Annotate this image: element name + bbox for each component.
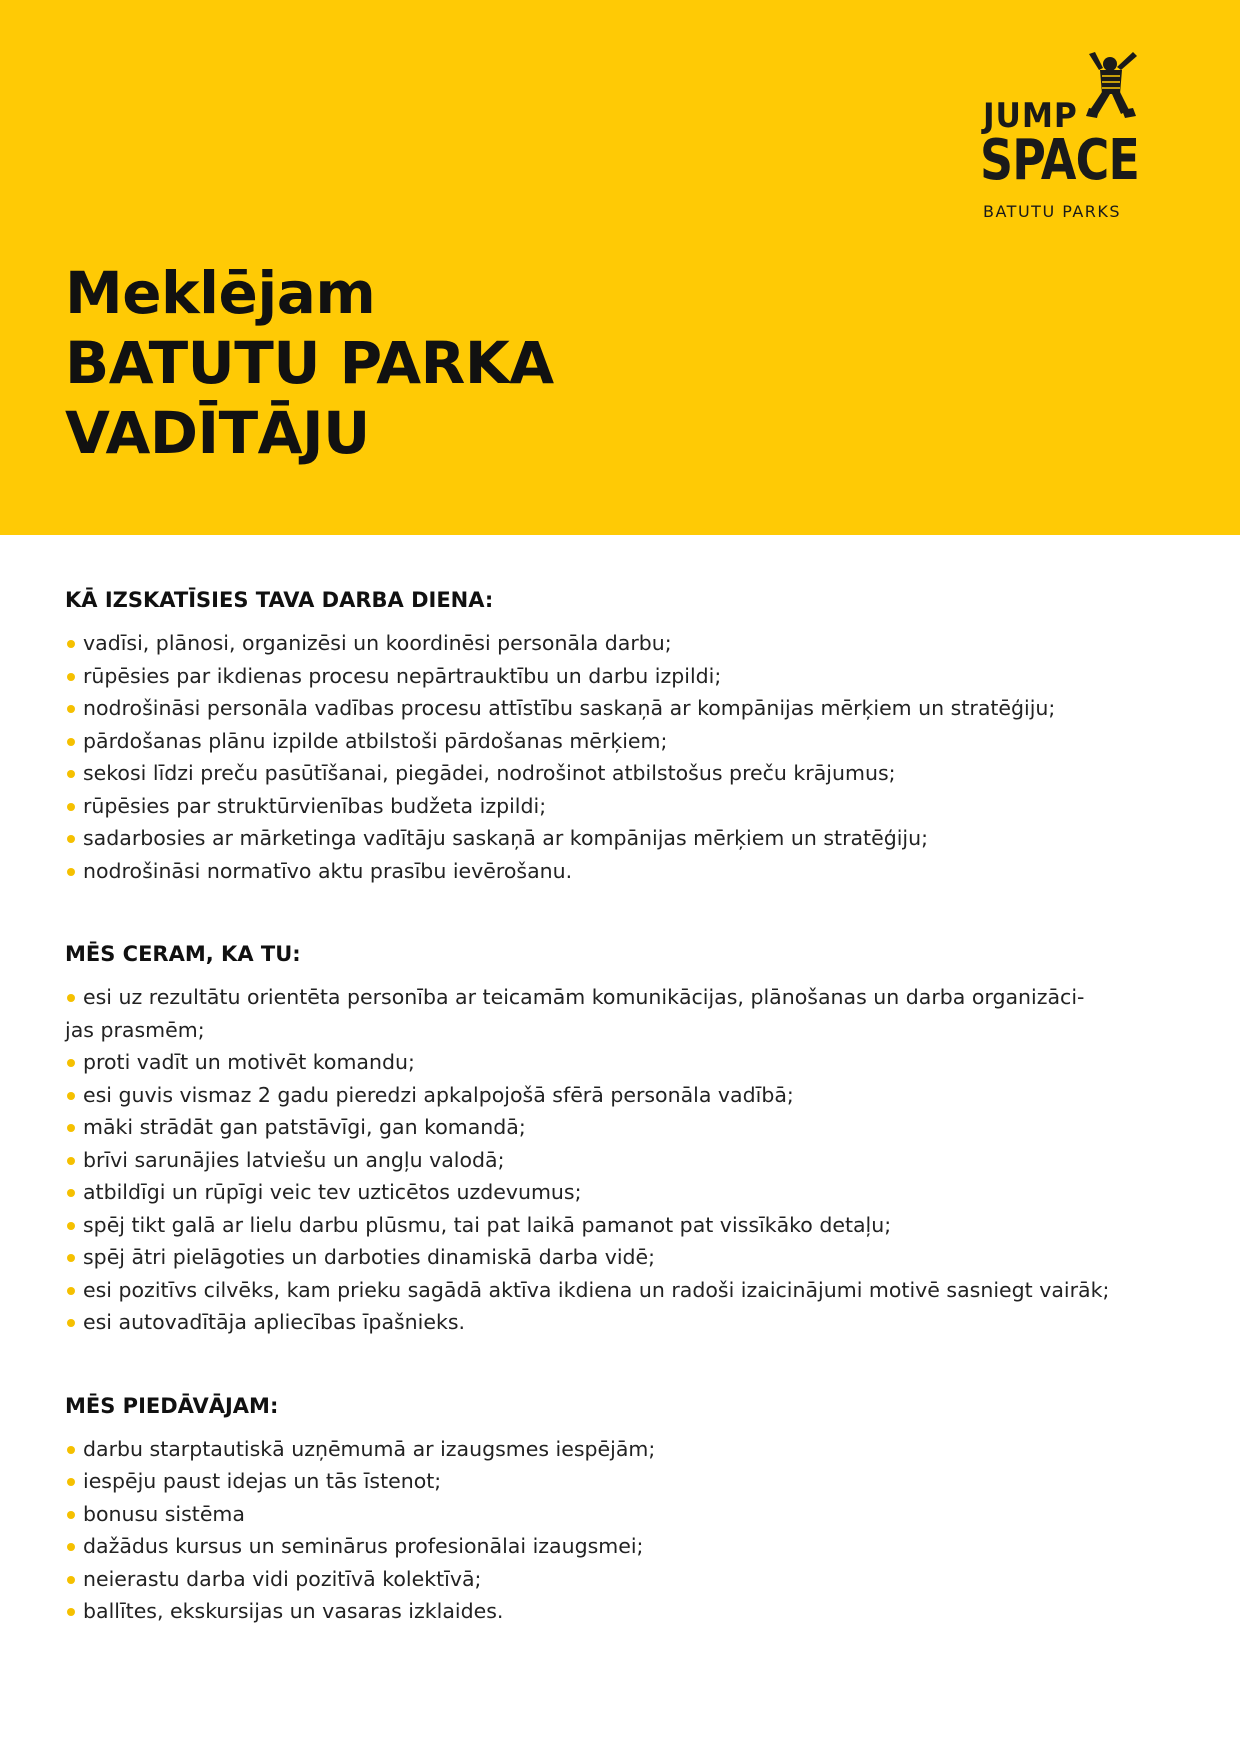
- list-item: [65, 1433, 1185, 1466]
- bullet-dot-icon: [67, 1092, 75, 1100]
- bullet-dot-icon: [67, 1157, 75, 1165]
- bullet-dot-icon: [67, 868, 75, 876]
- list-item-text: nodrošināsi personāla vadības procesu attīstību saskaņā ar kompānijas mērķiem un stratēģiju;: [83, 696, 1056, 720]
- list-item: [65, 1176, 1185, 1209]
- logo-subtitle: BATUTU PARKS: [983, 202, 1122, 221]
- list-item: [65, 981, 1185, 1046]
- list-item: [65, 1563, 1185, 1596]
- bullet-dot-icon: [67, 640, 75, 648]
- list-item-text: iespēju paust idejas un tās īstenot;: [83, 1469, 442, 1493]
- list-item: [65, 1274, 1185, 1307]
- list-item-text: rūpēsies par ikdienas procesu nepārtrauktību un darbu izpildi;: [83, 663, 722, 688]
- list-item: [65, 1498, 1185, 1531]
- list-item-text: spēj ātri pielāgoties un darboties dinamiskā darba vidē;: [83, 1245, 656, 1269]
- list-item-text: rūpēsies par struktūrvienības budžeta izpildi;: [83, 793, 547, 818]
- bullet-dot-icon: [67, 1319, 75, 1327]
- bullet-dot-icon: [67, 1059, 75, 1067]
- bullet-dot-icon: [67, 738, 75, 746]
- list-item-text: proti vadīt un motivēt komandu;: [83, 1050, 415, 1074]
- list-item: [65, 692, 1185, 725]
- bullet-dot-icon: [67, 994, 75, 1002]
- bullet-dot-icon: [67, 673, 75, 681]
- section-offer: [65, 1391, 1185, 1628]
- bullet-dot-icon: [67, 1222, 75, 1230]
- list-item-text: pārdošanas plānu izpilde atbilstoši pārdošanas mērķiem;: [83, 728, 668, 753]
- section-heading: MĒS PIEDĀVĀJAM:: [65, 1393, 279, 1418]
- section-work-day: [65, 585, 1185, 887]
- bullet-dot-icon: [67, 1124, 75, 1132]
- list-item-text: sekosi līdzi preču pasūtīšanai, piegādei, nodrošinot atbilstošus preču krājumus;: [83, 761, 896, 785]
- list-item-text: atbildīgi un rūpīgi veic tev uzticētos uzdevumus;: [83, 1180, 582, 1204]
- list-item-text-continued: jas prasmēm;: [65, 1017, 205, 1042]
- list-item-text: esi uz rezultātu orientēta personība ar teicamām komunikācijas, plānošanas un darba organizāci-: [83, 985, 1085, 1009]
- list-item-text: darbu starptautiskā uzņēmumā ar izaugsmes iespējām;: [83, 1436, 656, 1461]
- list-item-text: ballītes, ekskursijas un vasaras izklaides.: [83, 1599, 504, 1623]
- list-item-text: sadarbosies ar mārketinga vadītāju saskaņā ar kompānijas mērķiem un stratēģiju;: [83, 826, 929, 850]
- page-title: [65, 258, 554, 468]
- bullet-dot-icon: [67, 1576, 75, 1584]
- bullet-dot-icon: [67, 1446, 75, 1454]
- bullet-dot-icon: [67, 1478, 75, 1486]
- bullet-list: [65, 627, 1185, 887]
- list-item-text: vadīsi, plānosi, organizēsi un koordinēsi personāla darbu;: [83, 631, 672, 655]
- list-item-text: māki strādāt gan patstāvīgi, gan komandā;: [83, 1115, 526, 1139]
- bullet-dot-icon: [67, 803, 75, 811]
- list-item-text: bonusu sistēma: [83, 1501, 245, 1526]
- list-item-text: brīvi sarunājies latviešu un angļu valodā;: [83, 1147, 505, 1172]
- list-item: [65, 1241, 1185, 1274]
- bullet-dot-icon: [67, 1189, 75, 1197]
- list-item: [65, 822, 1185, 855]
- list-item: [65, 1079, 1185, 1112]
- bullet-dot-icon: [67, 705, 75, 713]
- title-line-1: Meklējam: [65, 259, 376, 327]
- list-item: [65, 1111, 1185, 1144]
- list-item-text: nodrošināsi normatīvo aktu prasību ievērošanu.: [83, 858, 573, 883]
- list-item: [65, 1046, 1185, 1079]
- list-item-text: dažādus kursus un seminārus profesionālai izaugsmei;: [83, 1534, 644, 1558]
- section-heading: MĒS CERAM, KA TU:: [65, 942, 301, 966]
- bullet-dot-icon: [67, 1543, 75, 1551]
- list-item: [65, 627, 1185, 660]
- bullet-dot-icon: [67, 835, 75, 843]
- bullet-list: [65, 1433, 1185, 1628]
- wavy-divider: [0, 516, 1240, 544]
- list-item-text: spēj tikt galā ar lielu darbu plūsmu, tai pat laikā pamanot pat vissīkāko detaļu;: [83, 1212, 892, 1237]
- list-item: [65, 660, 1185, 693]
- bullet-dot-icon: [67, 1608, 75, 1616]
- list-item: [65, 1209, 1185, 1242]
- list-item-text: esi guvis vismaz 2 gadu pieredzi apkalpojošā sfērā personāla vadībā;: [83, 1082, 794, 1107]
- list-item: [65, 725, 1185, 758]
- bullet-dot-icon: [67, 1511, 75, 1519]
- list-item: [65, 790, 1185, 823]
- section-expectations: [65, 939, 1185, 1339]
- bullet-list: [65, 981, 1185, 1339]
- list-item: [65, 1465, 1185, 1498]
- logo-space-text: SPACE: [980, 128, 1140, 193]
- bullet-dot-icon: [67, 770, 75, 778]
- title-line-3: VADĪTĀJU: [65, 399, 370, 467]
- list-item: [65, 1530, 1185, 1563]
- bullet-dot-icon: [67, 1254, 75, 1262]
- job-description: [65, 585, 1185, 1680]
- jump-space-logo: [975, 50, 1175, 230]
- title-line-2: BATUTU PARKA: [65, 329, 554, 397]
- list-item: [65, 855, 1185, 888]
- list-item: [65, 757, 1185, 790]
- list-item: [65, 1144, 1185, 1177]
- logo-jump-text: JUMP: [983, 96, 1078, 136]
- bullet-dot-icon: [67, 1287, 75, 1295]
- list-item-text: esi autovadītāja apliecības īpašnieks.: [83, 1310, 466, 1334]
- list-item-text: esi pozitīvs cilvēks, kam prieku sagādā aktīva ikdiena un radoši izaicinājumi motivē sasniegt vairāk;: [83, 1277, 1110, 1302]
- list-item: [65, 1595, 1185, 1628]
- list-item-text: neierastu darba vidi pozitīvā kolektīvā;: [83, 1566, 482, 1591]
- list-item: [65, 1306, 1185, 1339]
- jumping-figure-icon: [1083, 50, 1139, 130]
- section-heading: KĀ IZSKATĪSIES TAVA DARBA DIENA:: [65, 588, 494, 612]
